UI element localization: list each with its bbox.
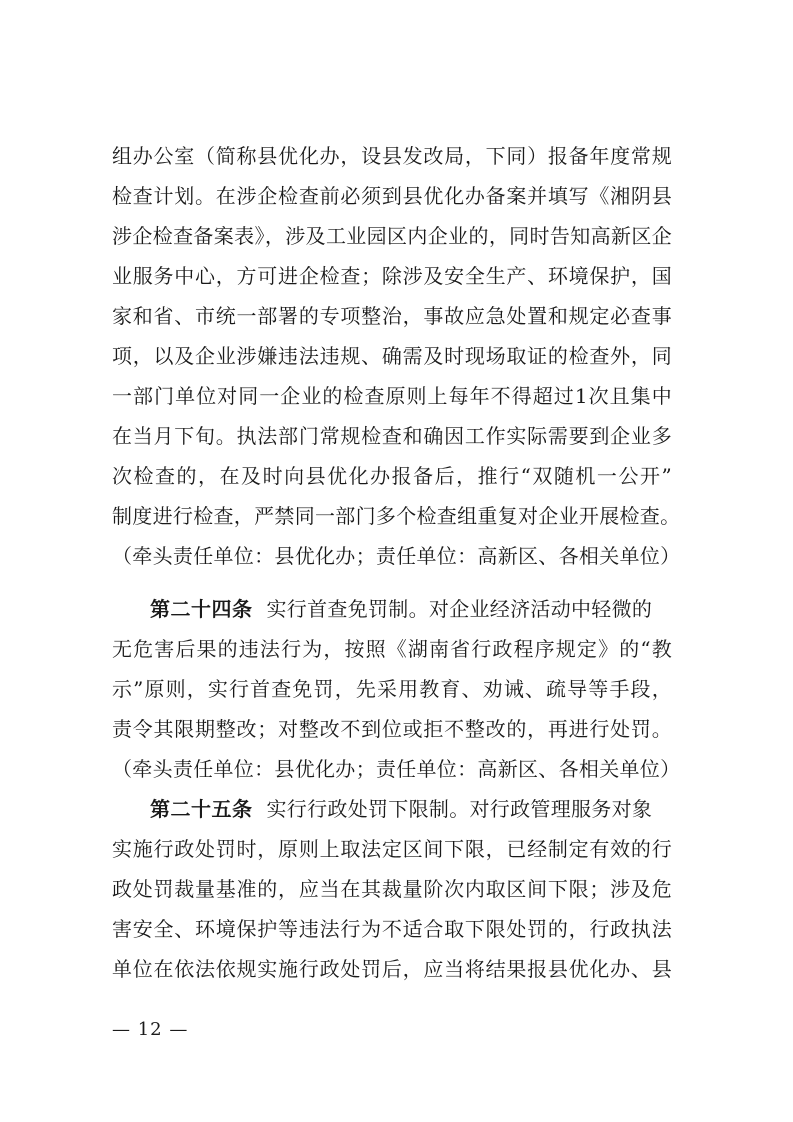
body-line: 家和省、市统一部署的专项整治，事故应急处置和规定必查事 (112, 304, 672, 328)
body-line: 次检查的，在及时向县优化办报备后，推行“双随机一公开” (112, 464, 672, 488)
responsibility-note: （牵头责任单位：县优化办；责任单位：高新区、各相关单位） (112, 757, 681, 781)
body-line: 业服务中心，方可进企检查；除涉及安全生产、环境保护，国 (112, 264, 672, 288)
article-24-text: 实行首查免罚制。对企业经济活动中轻微的 (266, 597, 653, 621)
article-24-first-line (150, 596, 672, 622)
body-line: 项，以及企业涉嫌违法违规、确需及时现场取证的检查外，同 (112, 344, 672, 368)
body-line: 单位在依法依规实施行政处罚后，应当将结果报县优化办、县 (112, 957, 672, 981)
body-line: 制度进行检查，严禁同一部门多个检查组重复对企业开展检查。 (112, 504, 681, 528)
responsibility-note: （牵头责任单位：县优化办；责任单位：高新区、各相关单位） (112, 544, 681, 568)
body-line: 责令其限期整改；对整改不到位或拒不整改的，再进行处罚。 (112, 717, 672, 741)
body-line: 涉企检查备案表》，涉及工业园区内企业的，同时告知高新区企 (112, 224, 672, 248)
body-line: 示”原则，实行首查免罚，先采用教育、劝诫、疏导等手段， (112, 677, 672, 701)
body-line: 无危害后果的违法行为，按照《湖南省行政程序规定》的“教 (112, 637, 672, 661)
article-24-heading: 第二十四条 (150, 597, 253, 621)
article-25-heading: 第二十五条 (150, 797, 253, 821)
page-number: — 12 — (112, 1019, 189, 1040)
body-line: 组办公室（简称县优化办，设县发改局，下同）报备年度常规 (112, 144, 672, 168)
body-line: 政处罚裁量基准的，应当在其裁量阶次内取区间下限；涉及危 (112, 877, 672, 901)
article-25-text: 实行行政处罚下限制。对行政管理服务对象 (266, 797, 653, 821)
body-line: 实施行政处罚时，原则上取法定区间下限，已经制定有效的行 (112, 837, 672, 861)
body-line: 在当月下旬。执法部门常规检查和确因工作实际需要到企业多 (112, 424, 672, 448)
article-25-first-line (150, 796, 672, 822)
body-line: 一部门单位对同一企业的检查原则上每年不得超过1次且集中 (112, 384, 672, 408)
body-line: 害安全、环境保护等违法行为不适合取下限处罚的，行政执法 (112, 917, 672, 941)
body-line: 检查计划。在涉企检查前必须到县优化办备案并填写《湘阴县 (112, 184, 672, 208)
